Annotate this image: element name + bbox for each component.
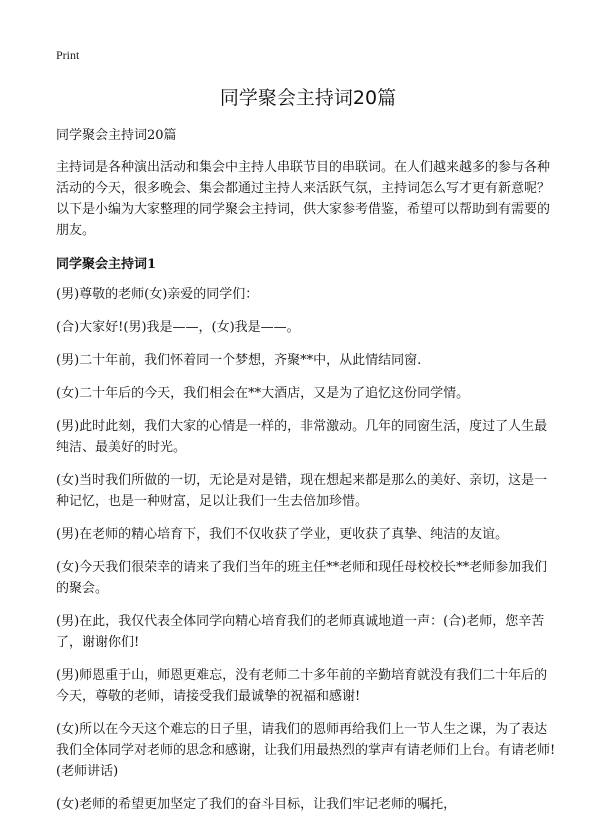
page-title: 同学聚会主持词20篇 bbox=[219, 87, 397, 109]
print-link[interactable]: Print bbox=[56, 48, 80, 62]
dialogue-paragraph: (女)当时我们所做的一切，无论是对是错，现在想起来都是那么的美好、亲切，这是一种记忆，也是一种财富，足以让我们一生去倍加珍惜。 bbox=[56, 473, 548, 509]
dialogue-paragraph: (男)师恩重于山，师恩更难忘，没有老师二十多年前的辛勤培育就没有我们二十年后的今天，尊敬的老师，请接受我们最诚挚的祝福和感谢! bbox=[56, 668, 548, 704]
section-heading: 同学聚会主持词1 bbox=[56, 257, 157, 272]
document-subtitle: 同学聚会主持词20篇 bbox=[56, 128, 177, 143]
dialogue-paragraph: (女)二十年后的今天，我们相会在**大酒店，又是为了追忆这份同学情。 bbox=[56, 386, 470, 401]
dialogue-paragraph: (男)尊敬的老师(女)亲爱的同学们： bbox=[56, 287, 259, 302]
dialogue-paragraph: (女)今天我们很荣幸的请来了我们当年的班主任**老师和现任母校校长**老师参加我们的聚会。 bbox=[56, 560, 548, 596]
intro-paragraph: 主持词是各种演出活动和集会中主持人串联节目的串联词。在人们越来越多的参与各种活动的今天，很多晚会、集会都通过主持人来活跃气氛，主持词怎么写才更有新意呢？以下是小编为大家整理的同学聚会主持词，供大家参考借鉴，希望可以帮助到有需要的朋友。 bbox=[56, 160, 551, 238]
dialogue-paragraph: (男)二十年前，我们怀着同一个梦想，齐聚**中，从此情结同窗. bbox=[56, 353, 422, 368]
dialogue-paragraph: (男)在此，我仅代表全体同学向精心培育我们的老师真诚地道一声：(合)老师，您辛苦了，谢谢你们! bbox=[56, 614, 545, 650]
dialogue-paragraph: (男)此时此刻，我们大家的心情是一样的，非常激动。几年的同窗生活，度过了人生最纯洁、最美好的时光。 bbox=[56, 419, 548, 455]
dialogue-paragraph: (女)老师的希望更加坚定了我们的奋斗目标，让我们牢记老师的嘱托， bbox=[56, 797, 457, 812]
dialogue-paragraph: (合)大家好!(男)我是——，(女)我是——。 bbox=[56, 320, 300, 335]
dialogue-paragraph: (女)所以在今天这个难忘的日子里，请我们的恩师再给我们上一节人生之课，为了表达我们全体同学对老师的思念和感谢，让我们用最热烈的掌声有请老师们上台。有请老师!(老师讲话) bbox=[56, 722, 556, 779]
dialogue-paragraph: (男)在老师的精心培育下，我们不仅收获了学业，更收获了真挚、纯洁的友谊。 bbox=[56, 527, 509, 542]
